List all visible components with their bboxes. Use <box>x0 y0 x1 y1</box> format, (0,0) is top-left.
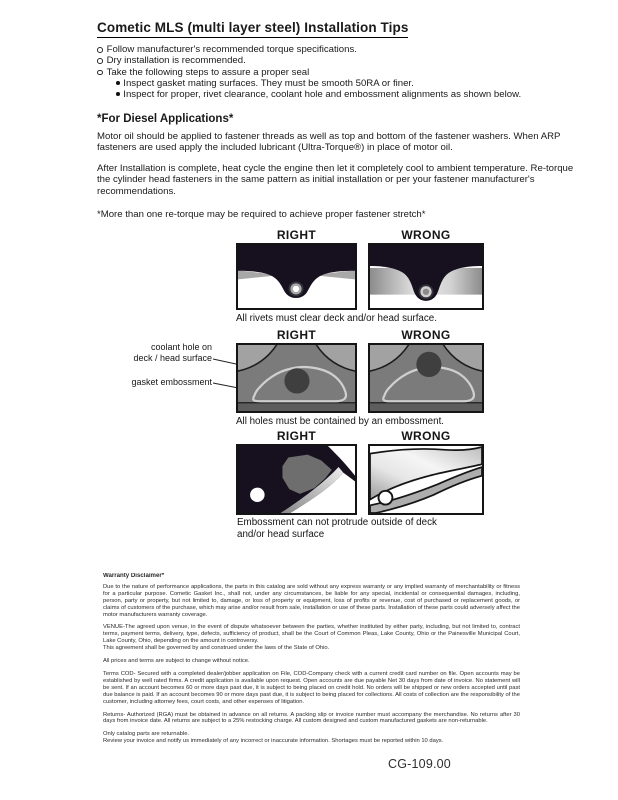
open-bullet-icon <box>97 58 103 64</box>
fig2-wrong-label: WRONG <box>401 328 451 342</box>
bolt-hole <box>250 488 265 502</box>
list-item <box>97 67 579 78</box>
list-item <box>97 55 579 66</box>
fig1-caption: All rivets must clear deck and/or head surface. <box>236 313 437 324</box>
fig3-right-label: RIGHT <box>276 429 317 443</box>
fig1-right-label: RIGHT <box>276 228 317 242</box>
coolant-hole <box>416 352 441 377</box>
bullet-icon <box>116 81 120 85</box>
warranty-disclaimer <box>103 573 520 751</box>
list-item <box>97 89 579 100</box>
open-bullet-icon <box>97 70 103 76</box>
installation-tips-list <box>97 44 579 100</box>
warranty-para-liability: Due to the nature of performance applications, the parts in this catalog are sold without any express warranty or any implied warranty of merchantability or fitness for a particular purpose. Cometic Gasket Inc., shall not, under any circumstances, be liable for any special, incidental or consequential damages, including, person, party or property, but not limited to, damage, or loss of property or equipment, loss of profits or revenue, cost of purchased or replacement goods, or claims of customers of the purchase, which may arise and/or result from sale, installation or use of these parts. Installation of these parts could adversely affect the motor manufacturers warranty coverage. <box>103 583 520 618</box>
warranty-para-terms: Terms COD- Secured with a completed dealer/jobber application on File, COD-Company check with a current credit card number on file. Open accounts may be established by well rated firms. A credit application is available upon request. Open accounts are due payable Net 30 days from date of invoice. No statement will be sent. If an account becomes 60 or more days past due, it is subject to being placed on credit hold. No orders will be shipped or new orders accepted until past due balance is paid. If an account becomes 90 or more days past due, it is subject to being placed for collections. All costs of collection are the responsibility of the customer, including attorney fees, court costs, and other expenses of litigation. <box>103 670 520 705</box>
deck-edge-right-diagram <box>238 446 355 513</box>
retorque-note: *More than one re-torque may be required to achieve proper fastener stretch* <box>97 209 426 220</box>
fig2-right-panel <box>236 343 357 413</box>
bolt-hole <box>378 491 392 505</box>
warranty-para-prices: All prices and terms are subject to change without notice. <box>103 658 250 665</box>
fig1-wrong-label: WRONG <box>401 228 451 242</box>
diesel-paragraph-1: Motor oil should be applied to fastener threads as well as top and bottom of the fastener washers. When ARP fasteners are used apply the included lubricant (Ultra-Torque®) in place of motor oil. <box>97 131 561 154</box>
coolant-hole <box>284 368 309 393</box>
list-item-text: Inspect for proper, rivet clearance, coolant hole and embossment alignments as shown below. <box>123 89 522 101</box>
fig3-wrong-panel <box>368 444 484 515</box>
list-item-text: Follow manufacturer's recommended torque specifications. <box>106 44 357 55</box>
fig3-right-panel <box>236 444 357 515</box>
callout-gasket-embossment: gasket embossment <box>131 377 212 387</box>
callout-coolant-hole: coolant hole on deck / head surface <box>133 342 212 363</box>
diesel-applications-heading: *For Diesel Applications* <box>97 113 234 125</box>
open-bullet-icon <box>97 47 103 53</box>
fig3-caption: Embossment can not protrude outside of deck and/or head surface <box>237 517 437 541</box>
rivet-clearance-right-diagram <box>238 245 355 308</box>
warranty-para-venue: VENUE-The agreed upon venue, in the event of dispute whatsoever between the parties, whether instituted by either party, including, but not limited to, contract terms, payment terms, delivery, type, defects, sufficiency of product, shall be the Court of Common Pleas, Lake County, Ohio or the Painesville Municipal Court, Lake County, Ohio, depending on the amount in controversy. <box>103 624 520 645</box>
warranty-para-invoice-review: Review your invoice and notify us immediately of any incorrect or inaccurate information. Shortages must be reported within 10 days. <box>103 738 444 745</box>
fig2-caption: All holes must be contained by an embossment. <box>236 416 445 427</box>
list-item-text: Take the following steps to assure a proper seal <box>106 66 310 78</box>
list-item <box>97 44 579 55</box>
fig2-right-label: RIGHT <box>276 328 317 342</box>
list-item-text: Inspect gasket mating surfaces. They must be smooth 50RA or finer. <box>123 77 414 89</box>
page-title: Cometic MLS (multi layer steel) Installation Tips <box>97 20 408 38</box>
list-item <box>97 78 579 89</box>
embossment-containment-right-diagram <box>238 345 355 411</box>
fig2-wrong-panel <box>368 343 484 413</box>
warranty-para-governing-law: This agreement shall be governed by and construed under the laws of the State of Ohio. <box>103 645 330 652</box>
rivet-clearance-wrong-diagram <box>370 245 482 308</box>
warranty-para-catalog-parts: Only catalog parts are returnable. <box>103 731 190 738</box>
fig1-right-panel <box>236 243 357 310</box>
fig1-wrong-panel <box>368 243 484 310</box>
embossment-containment-wrong-diagram <box>370 345 482 411</box>
fig3-wrong-label: WRONG <box>401 429 451 443</box>
page-code: CG-109.00 <box>388 757 451 771</box>
bullet-icon <box>116 92 120 96</box>
diesel-paragraph-2: After Installation is complete, heat cycle the engine then let it completely cool to ambient temperature. Re-torque the cylinder head fasteners in the same pattern as initial installation or per your fastener manufacturer's recommendations. <box>97 163 574 197</box>
warranty-heading: Warranty Disclaimer* <box>103 573 165 579</box>
deck-edge-wrong-diagram <box>370 446 482 513</box>
list-item-text: Dry installation is recommended. <box>106 55 246 67</box>
warranty-para-returns: Returns- Authorized (RGA) must be obtained in advance on all returns. A packing slip or invoice number must accompany the merchandise. No returns after 30 days from invoice date. All returns are subject to a 25% restocking charge. All custom designed and custom manufactured gaskets are non-returnable. <box>103 711 520 725</box>
